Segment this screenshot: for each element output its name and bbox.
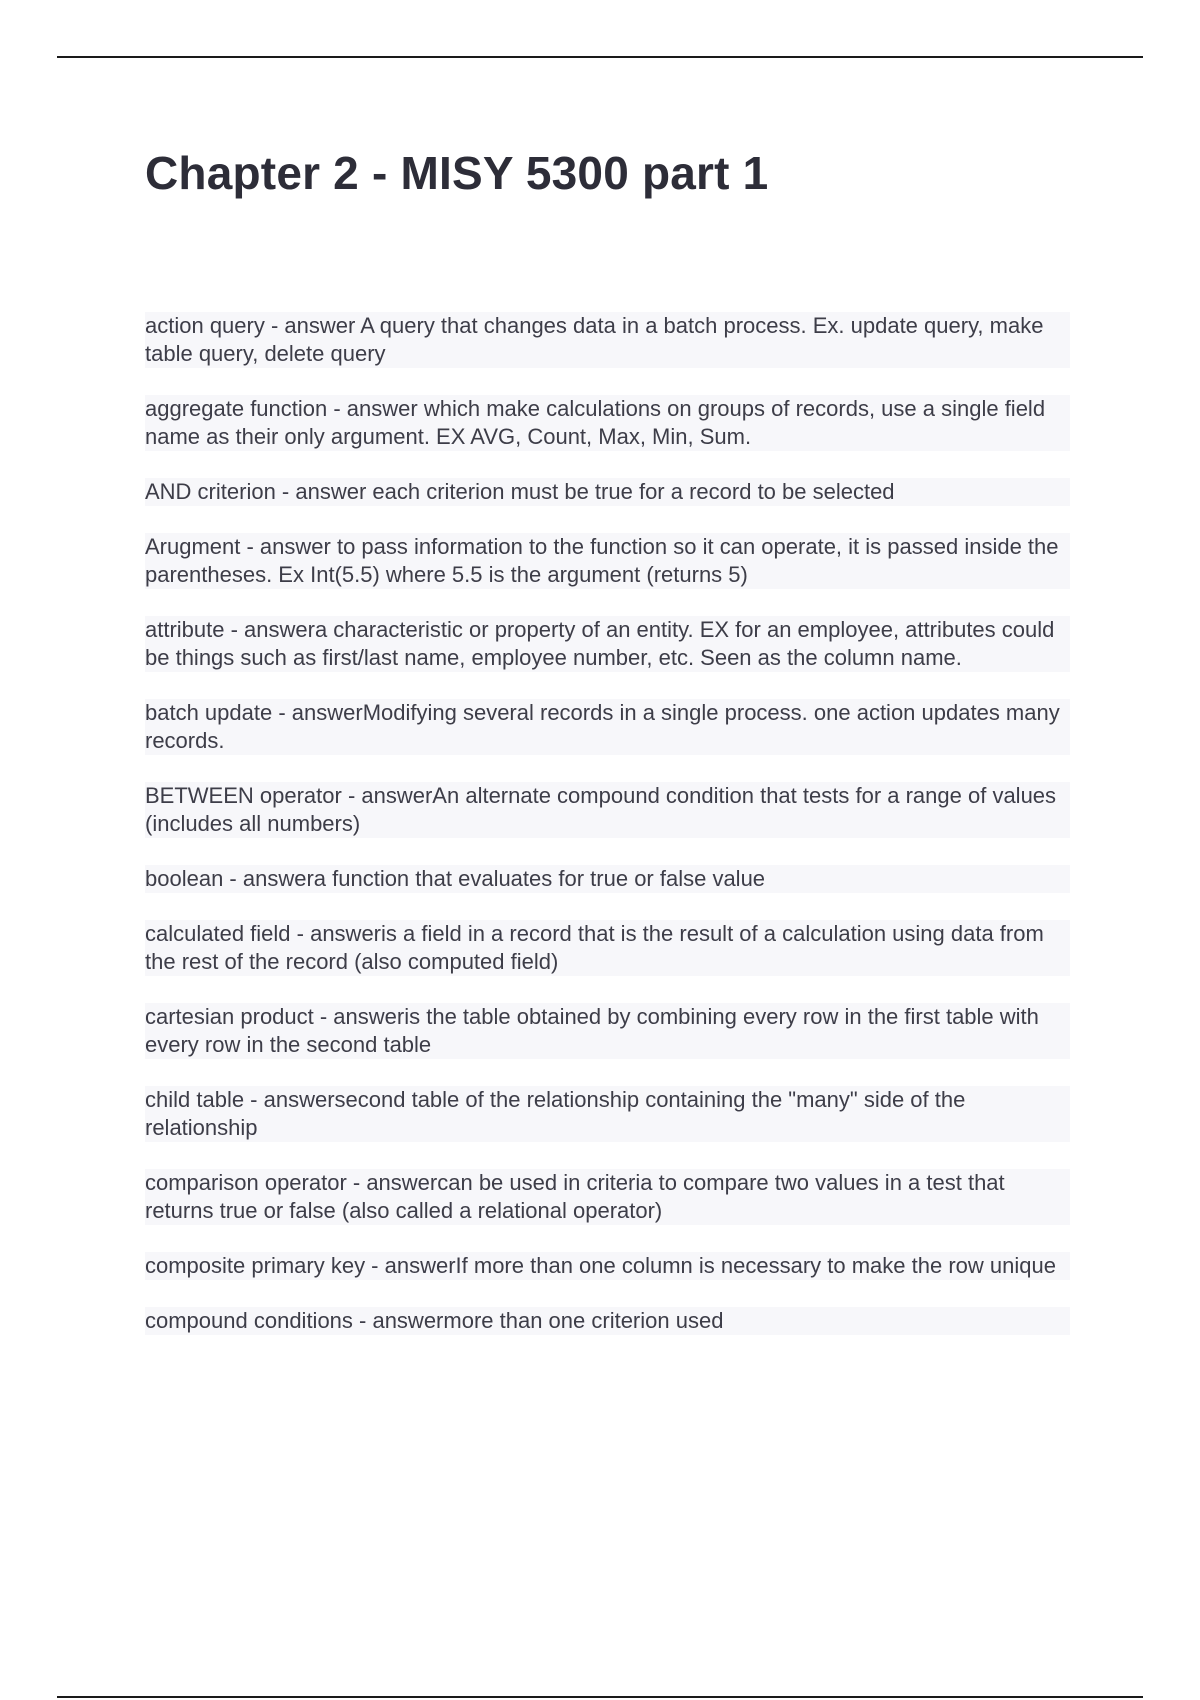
glossary-entry: boolean - answera function that evaluates for true or false value bbox=[145, 865, 1070, 893]
glossary-entry: cartesian product - answeris the table obtained by combining every row in the first table with every row in the second table bbox=[145, 1003, 1070, 1059]
glossary-entry: Arugment - answer to pass information to the function so it can operate, it is passed inside the parentheses. Ex Int(5.5) where 5.5 is the argument (returns 5) bbox=[145, 533, 1070, 589]
glossary-entry: BETWEEN operator - answerAn alternate compound condition that tests for a range of values (includes all numbers) bbox=[145, 782, 1070, 838]
glossary-entry: aggregate function - answer which make calculations on groups of records, use a single field name as their only argument. EX AVG, Count, Max, Min, Sum. bbox=[145, 395, 1070, 451]
glossary-entry: batch update - answerModifying several records in a single process. one action updates many records. bbox=[145, 699, 1070, 755]
page-title: Chapter 2 - MISY 5300 part 1 bbox=[145, 147, 769, 199]
glossary-entry: action query - answer A query that changes data in a batch process. Ex. update query, make table query, delete query bbox=[145, 312, 1070, 368]
glossary-entry: child table - answersecond table of the relationship containing the "many" side of the relationship bbox=[145, 1086, 1070, 1142]
glossary-entry: AND criterion - answer each criterion must be true for a record to be selected bbox=[145, 478, 1070, 506]
glossary-entry: composite primary key - answerIf more than one column is necessary to make the row unique bbox=[145, 1252, 1070, 1280]
bottom-rule bbox=[57, 1696, 1143, 1698]
top-rule bbox=[57, 56, 1143, 58]
glossary-entry: comparison operator - answercan be used in criteria to compare two values in a test that returns true or false (also called a relational operator) bbox=[145, 1169, 1070, 1225]
glossary-list bbox=[145, 312, 1070, 1362]
glossary-entry: attribute - answera characteristic or property of an entity. EX for an employee, attributes could be things such as first/last name, employee number, etc. Seen as the column name. bbox=[145, 616, 1070, 672]
glossary-entry: compound conditions - answermore than one criterion used bbox=[145, 1307, 1070, 1335]
glossary-entry: calculated field - answeris a field in a record that is the result of a calculation using data from the rest of the record (also computed field) bbox=[145, 920, 1070, 976]
